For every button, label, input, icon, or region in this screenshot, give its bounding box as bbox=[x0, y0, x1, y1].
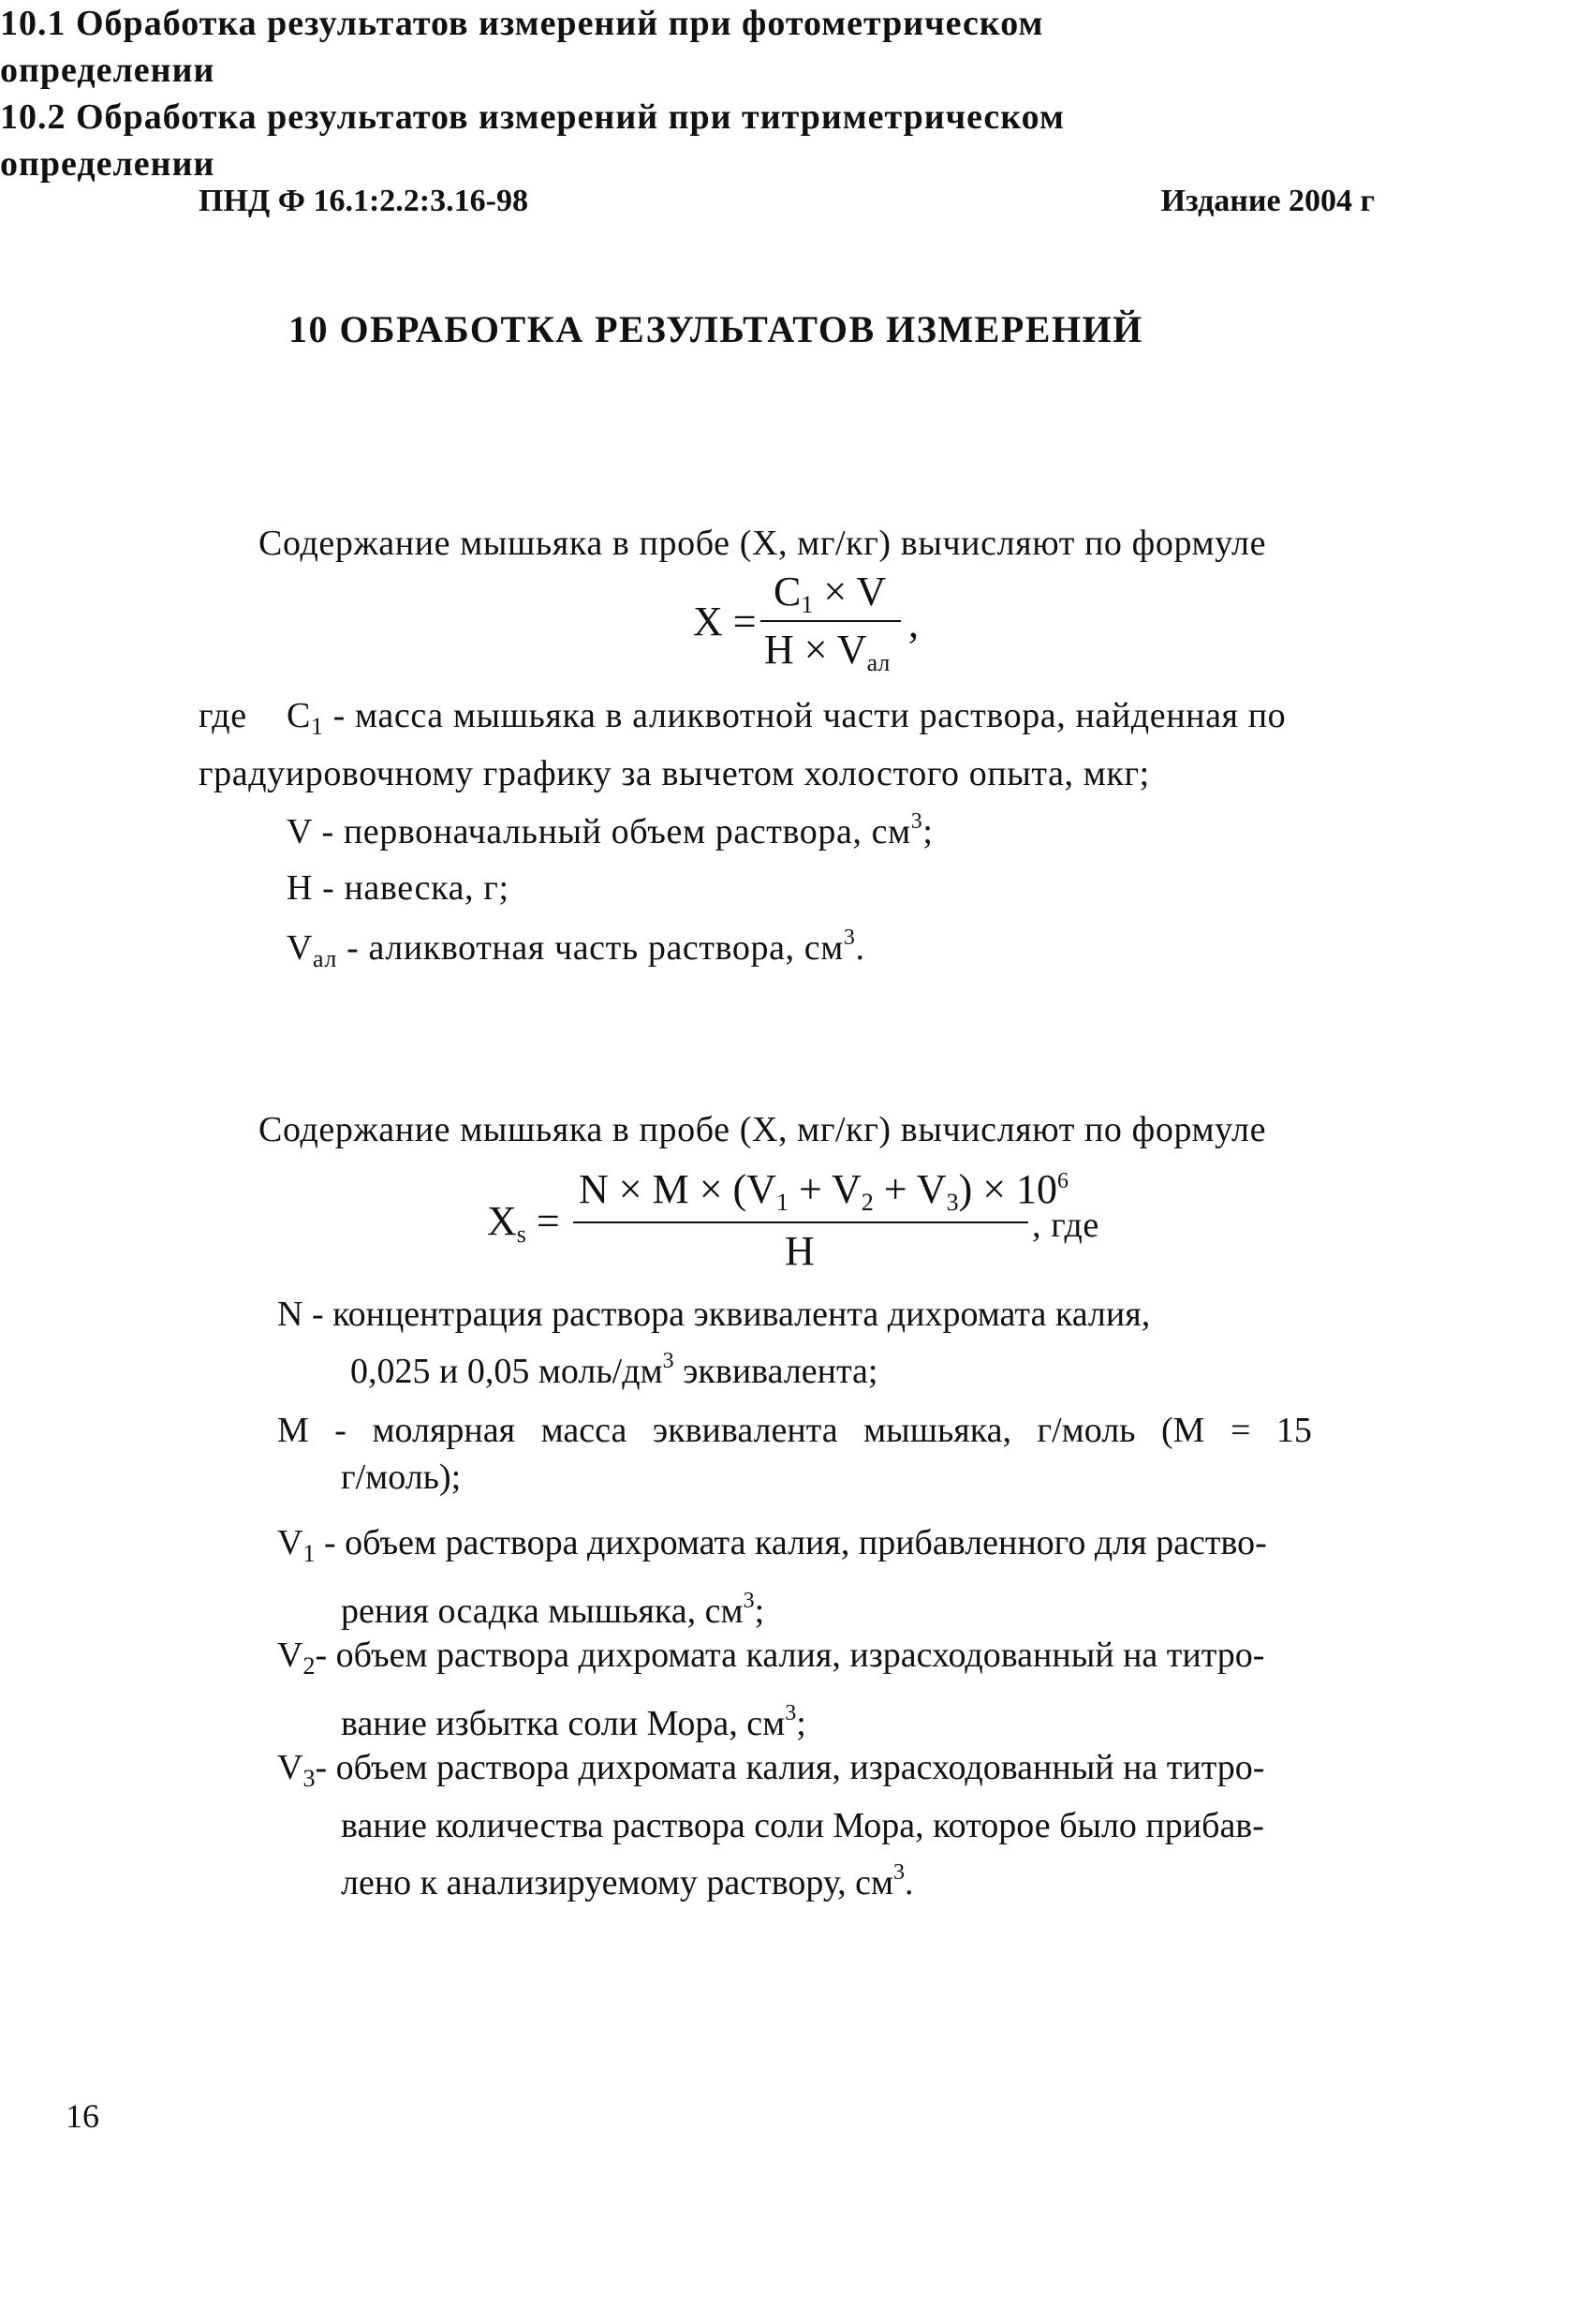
formula2-exp: 6 bbox=[1057, 1169, 1069, 1193]
def-v2 bbox=[277, 1632, 1401, 1747]
def-v3-line3 bbox=[277, 1849, 1401, 1906]
def-c1 bbox=[287, 695, 1286, 741]
def-h bbox=[287, 867, 509, 909]
def-v1-sup: 3 bbox=[743, 1589, 755, 1613]
subsection-title-10-2: 10.2 Обработка результатов измерений при титриметрическом определении bbox=[0, 97, 1065, 184]
formula2-num-c: + V bbox=[873, 1166, 947, 1212]
where-word: где bbox=[199, 696, 247, 735]
def-val-sup: 3 bbox=[843, 925, 856, 950]
def-v2-line2 bbox=[277, 1690, 1401, 1747]
def-v-end: ; bbox=[922, 812, 934, 851]
def-v3-text: - объем раствора дихромата калия, израсходованный на титро- bbox=[315, 1748, 1265, 1787]
def-v2-sub: 2 bbox=[302, 1652, 316, 1680]
def-v3-sub: 3 bbox=[302, 1765, 316, 1792]
def-c1-sym: C bbox=[287, 696, 311, 735]
def-n-line2-end: эквивалента; bbox=[673, 1352, 878, 1391]
formula2-tail: , где bbox=[1032, 1206, 1099, 1245]
def-val-sym: V bbox=[287, 928, 314, 968]
def-n-line2-text: 0,025 и 0,05 моль/дм bbox=[350, 1352, 663, 1391]
def-n-line2 bbox=[277, 1338, 1401, 1395]
formula2-x: X bbox=[487, 1198, 517, 1244]
def-n bbox=[277, 1291, 1401, 1395]
def-v2-line1 bbox=[277, 1632, 1401, 1690]
formula2-v2-sub: 2 bbox=[861, 1189, 874, 1216]
def-v1-line2-text: рения осадка мышьяка, см bbox=[341, 1591, 744, 1631]
def-v3-line3-end: . bbox=[905, 1863, 914, 1902]
def-m-line1: M - молярная масса эквивалента мышьяка, г/моль (M = 15 bbox=[277, 1411, 1312, 1450]
def-h-sym: H bbox=[287, 868, 314, 908]
def-c1-continued: градуировочному графику за вычетом холостого опыта, мкг; bbox=[199, 754, 1150, 793]
formula2-lhs bbox=[487, 1197, 560, 1249]
formula2-denominator: H bbox=[785, 1228, 815, 1274]
formula1-tail: , bbox=[908, 600, 919, 646]
formula1-hv: H × V bbox=[764, 627, 867, 673]
def-val-text: - аликвотная часть раствора, см bbox=[337, 928, 844, 968]
def-h-text: - навеска, г; bbox=[313, 868, 509, 908]
def-v3-line3-text: лено к анализируемому раствору, см bbox=[341, 1863, 894, 1902]
def-v2-line2-end: ; bbox=[796, 1704, 806, 1743]
page-number: 16 bbox=[66, 2097, 99, 2135]
formula1-al-sub: ал bbox=[866, 649, 891, 676]
formula2-eq: = bbox=[536, 1198, 560, 1244]
def-m bbox=[277, 1407, 1401, 1501]
subsection-title-10-1: 10.1 Обработка результатов измерений при фотометрическом определении bbox=[0, 4, 1044, 90]
def-c1-text: - масса мышьяка в аликвотной части раствора, найденная по bbox=[323, 696, 1287, 735]
def-v-sym: V bbox=[287, 812, 313, 851]
def-v2-sup: 3 bbox=[785, 1701, 797, 1725]
formula1-v: × V bbox=[823, 569, 887, 614]
formula2-num-b: + V bbox=[788, 1166, 862, 1212]
formula2-v3-sub: 3 bbox=[946, 1189, 959, 1216]
document-code: ПНД Ф 16.1:2.2:3.16-98 bbox=[199, 184, 528, 218]
def-n-sup: 3 bbox=[662, 1349, 674, 1373]
def-v3 bbox=[277, 1744, 1401, 1906]
def-v3-sup: 3 bbox=[893, 1860, 906, 1885]
intro-10-1: Содержание мышьяка в пробе (X, мг/кг) вычисляют по формуле bbox=[258, 524, 1267, 563]
def-v1 bbox=[277, 1519, 1401, 1635]
def-v-sup: 3 bbox=[910, 809, 923, 834]
formula1-denominator bbox=[764, 626, 890, 677]
def-v1-line2 bbox=[277, 1577, 1401, 1635]
def-v1-sub: 1 bbox=[302, 1540, 316, 1567]
formula2-num-a: N × M × (V bbox=[579, 1166, 776, 1212]
formula1-numerator bbox=[774, 568, 886, 619]
def-v1-text: - объем раствора дихромата калия, прибавленного для раство- bbox=[315, 1523, 1267, 1562]
def-v2-sym: V bbox=[277, 1636, 303, 1675]
def-m-line2: г/моль); bbox=[341, 1458, 462, 1497]
formula1-c: C bbox=[774, 569, 802, 614]
formula1-c-sub: 1 bbox=[801, 591, 814, 618]
def-v1-sym: V bbox=[277, 1523, 303, 1562]
def-v2-line2-text: вание избытка соли Мора, см bbox=[341, 1704, 786, 1743]
def-v1-line2-end: ; bbox=[754, 1591, 765, 1631]
formula2-num-d: ) × 10 bbox=[958, 1166, 1058, 1212]
def-val-sub: ал bbox=[313, 945, 337, 972]
def-c1-sub: 1 bbox=[310, 713, 324, 740]
formula2-v1-sub: 1 bbox=[775, 1189, 789, 1216]
def-val-end: . bbox=[855, 928, 865, 968]
formula2-numerator bbox=[579, 1165, 1069, 1217]
def-v3-line2: вание количества раствора соли Мора, которое было прибав- bbox=[341, 1806, 1264, 1845]
formula1-lhs: X = bbox=[693, 599, 757, 644]
def-v bbox=[287, 809, 934, 852]
def-v1-line1 bbox=[277, 1519, 1401, 1577]
edition-label: Издание 2004 г bbox=[1160, 184, 1375, 218]
def-n-line1: N - концентрация раствора эквивалента дихромата калия, bbox=[277, 1295, 1151, 1334]
formula1-fraction-bar bbox=[760, 620, 901, 622]
section-title: 10 ОБРАБОТКА РЕЗУЛЬТАТОВ ИЗМЕРЕНИЙ bbox=[288, 308, 1143, 350]
def-val bbox=[287, 925, 865, 973]
def-v3-line1 bbox=[277, 1744, 1401, 1802]
formula2-fraction-bar bbox=[573, 1221, 1028, 1223]
def-v3-sym: V bbox=[277, 1748, 303, 1787]
intro-10-2: Содержание мышьяка в пробе (X, мг/кг) вычисляют по формуле bbox=[258, 1110, 1267, 1149]
def-v-text: - первоначальный объем раствора, см bbox=[312, 812, 911, 851]
formula2-s-sub: s bbox=[516, 1221, 526, 1248]
def-v2-text: - объем раствора дихромата калия, израсходованный на титро- bbox=[315, 1636, 1265, 1675]
